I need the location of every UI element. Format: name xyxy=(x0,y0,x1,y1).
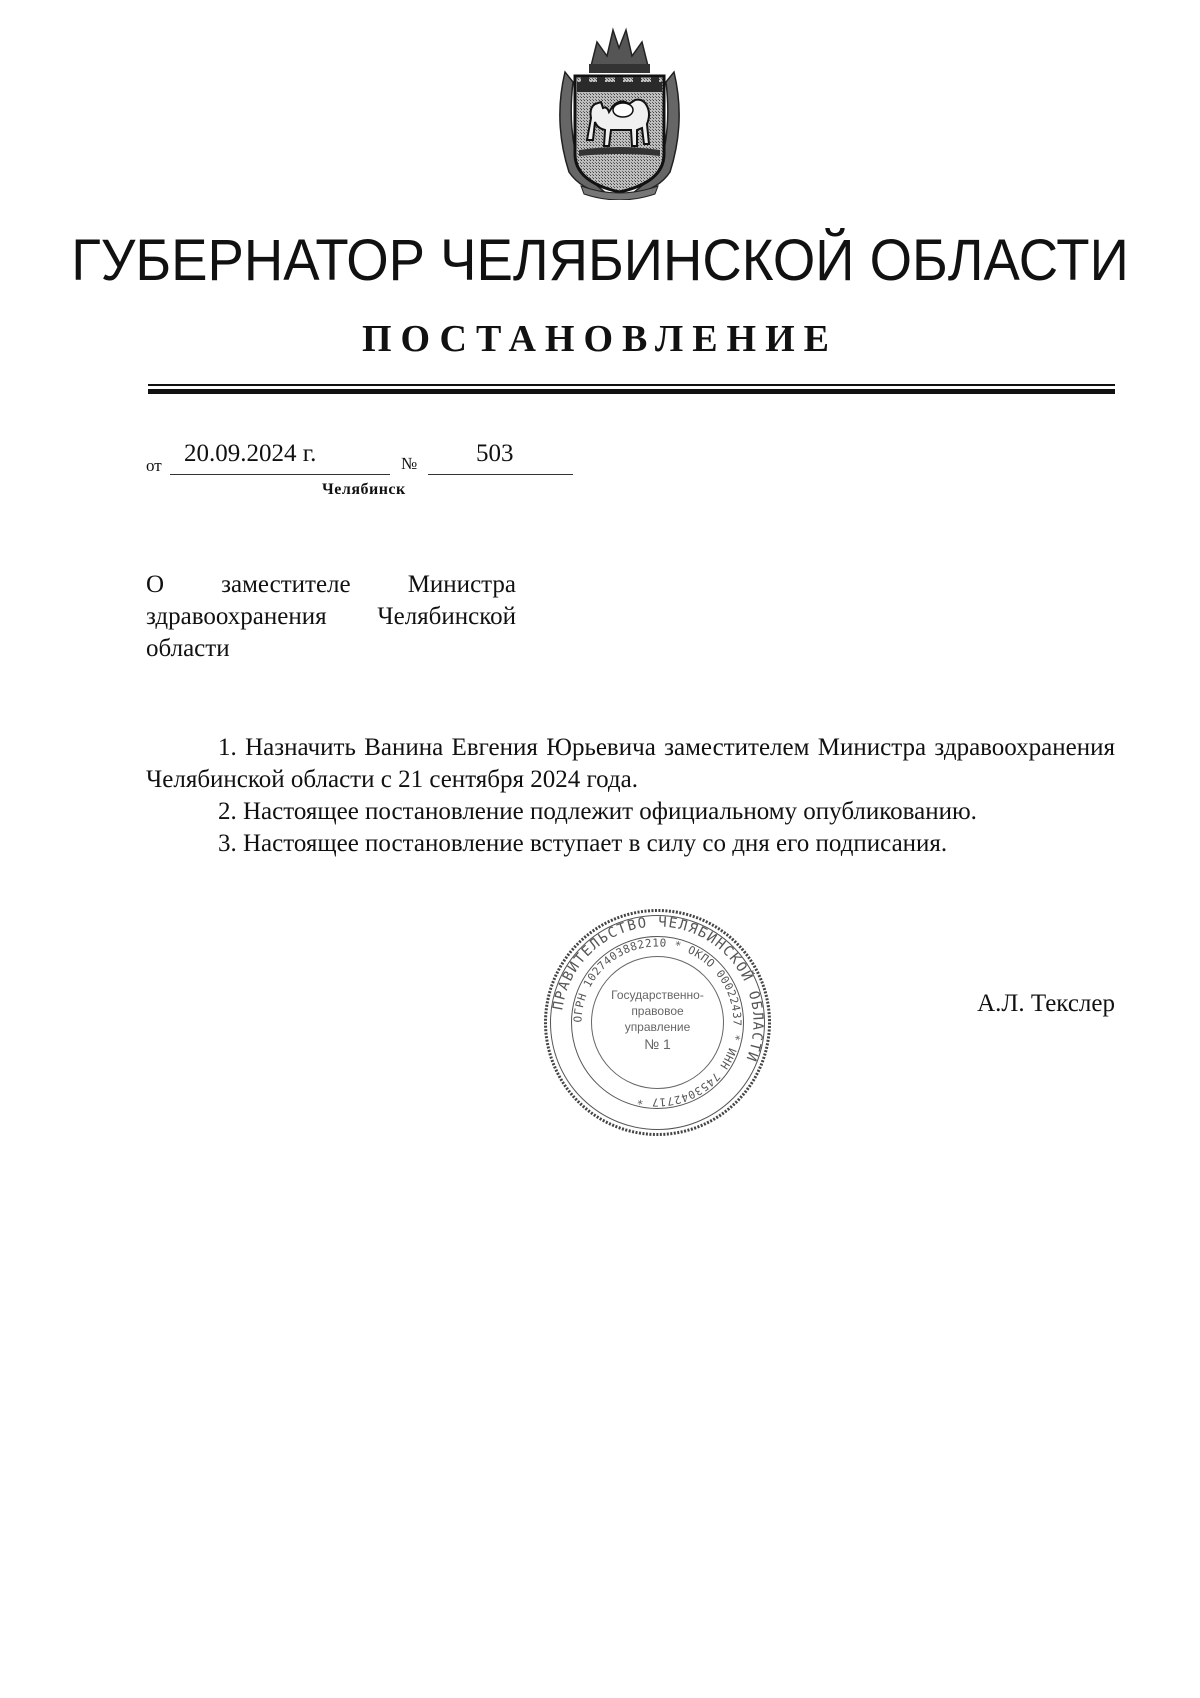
resolution-point-1: 1. Назначить Ванина Евгения Юрьевича заместителем Министра здравоохранения Челябинской области с 21 сентября 2024 года. xyxy=(146,734,1115,793)
subject-line-rest: здравоохранения Челябинской области xyxy=(146,603,516,662)
issue-city: Челябинск xyxy=(322,481,406,498)
subject-line-1: О заместителе Министра xyxy=(146,571,516,598)
date-prefix-label: от xyxy=(146,456,162,475)
date-underline xyxy=(170,474,390,475)
number-underline xyxy=(428,474,573,475)
seal-center-line-3: управление xyxy=(624,1020,691,1034)
document-date: 20.09.2024 г. xyxy=(184,440,317,467)
document-subject xyxy=(146,569,516,665)
document-type-title: ПОСТАНОВЛЕНИЕ xyxy=(361,318,839,360)
signatory-name: А.Л. Текслер xyxy=(977,990,1115,1017)
resolution-point-3: 3. Настоящее постановление вступает в силу со дня его подписания. xyxy=(218,830,948,857)
number-sign-label: № xyxy=(401,454,418,473)
document-meta xyxy=(146,440,586,480)
resolution-points xyxy=(146,732,1115,860)
resolution-point-2: 2. Настоящее постановление подлежит официальному опубликованию. xyxy=(218,798,977,825)
header-divider-thin xyxy=(148,384,1115,386)
document-number: 503 xyxy=(476,440,514,467)
seal-center-line-1: Государственно- xyxy=(611,988,704,1002)
seal-center-line-2: правовое xyxy=(631,1004,684,1018)
seal-center-line-4: № 1 xyxy=(644,1036,671,1052)
header-divider-thick xyxy=(148,389,1115,394)
seal-ring-text: ОГРН 1027403882210 * ОКПО 00022437 * ИНН 7453042717 * xyxy=(571,936,744,1109)
seal-outer-text: ПРАВИТЕЛЬСТВО ЧЕЛЯБИНСКОЙ ОБЛАСТИ xyxy=(550,914,766,1065)
issuing-authority-title: ГУБЕРНАТОР ЧЕЛЯБИНСКОЙ ОБЛАСТИ xyxy=(71,228,1129,293)
official-seal-stamp xyxy=(540,905,775,1140)
coat-of-arms-emblem xyxy=(551,22,688,200)
